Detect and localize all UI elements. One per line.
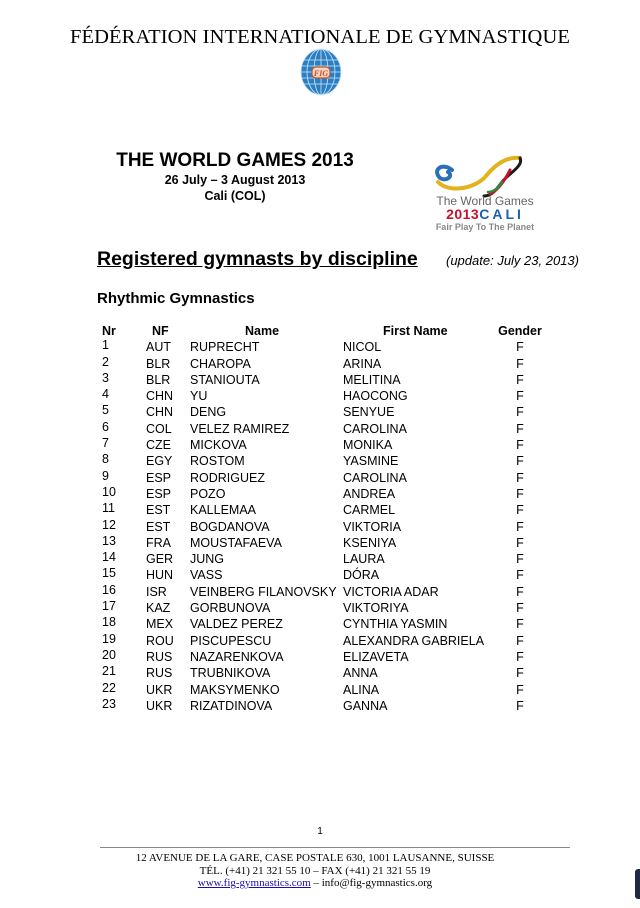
update-note: (update: July 23, 2013) (446, 253, 579, 268)
world-games-logo-text: The World Games (436, 194, 534, 208)
page-number: 1 (317, 826, 323, 837)
cell-nr: 8 (102, 452, 109, 467)
cell-nr: 3 (102, 370, 109, 385)
table-row (0, 568, 640, 584)
table-row (0, 631, 640, 650)
cell-nr: 17 (102, 599, 116, 614)
cell-nf: EST (146, 519, 171, 534)
column-header-gender: Gender (498, 324, 542, 338)
table-row (0, 617, 640, 633)
table-row (0, 454, 640, 470)
cell-nr: 5 (102, 403, 109, 418)
column-header-nf: NF (152, 324, 169, 338)
cell-name: MOUSTAFAEVA (190, 535, 282, 550)
cell-gender: F (516, 617, 524, 632)
cell-gender: F (516, 503, 524, 518)
table-row (0, 503, 640, 519)
cell-gender: F (516, 633, 524, 648)
cell-nr: 9 (102, 468, 109, 483)
cell-first-name: CYNTHIA YASMIN (343, 617, 448, 632)
table-row (0, 517, 640, 536)
cell-gender: F (516, 584, 524, 599)
cell-name: RIZATDINOVA (190, 698, 273, 713)
cell-nr: 10 (102, 484, 116, 499)
cell-first-name: LAURA (343, 552, 385, 567)
cell-name: RUPRECHT (190, 340, 260, 355)
cell-first-name: ALINA (343, 682, 380, 697)
cell-gender: F (516, 568, 524, 583)
cell-first-name: MONIKA (343, 438, 393, 453)
cell-name: VELEZ RAMIREZ (190, 421, 290, 436)
cell-gender: F (516, 666, 524, 681)
table-row (0, 419, 640, 438)
cell-nf: ROU (146, 633, 174, 648)
event-dates: 26 July – 3 August 2013 (164, 173, 306, 187)
cell-gender: F (516, 649, 524, 664)
event-location: Cali (COL) (204, 189, 266, 203)
cell-first-name: ARINA (343, 356, 382, 371)
cell-gender: F (516, 552, 524, 567)
cell-nr: 15 (102, 566, 116, 581)
cell-gender: F (516, 535, 524, 550)
cell-nf: UKR (146, 698, 173, 713)
cell-nr: 6 (102, 419, 109, 434)
cell-name: YU (190, 389, 208, 404)
cell-nf: CHN (146, 389, 174, 404)
cell-nf: ESP (146, 486, 172, 501)
column-header-first-name: First Name (383, 324, 448, 338)
cell-nr: 14 (102, 550, 116, 565)
cell-first-name: NICOL (343, 340, 382, 355)
document-heading: Registered gymnasts by discipline (97, 248, 418, 270)
cell-nr: 16 (102, 582, 116, 597)
cell-nf: EGY (146, 454, 173, 469)
cell-gender: F (516, 698, 524, 713)
cell-name: GORBUNOVA (190, 601, 271, 616)
event-info (100, 150, 370, 204)
cell-nf: KAZ (146, 601, 171, 616)
cell-nf: CZE (146, 438, 171, 453)
cell-name: VASS (190, 568, 223, 583)
table-row (0, 533, 640, 552)
cell-first-name: ELIZAVETA (343, 649, 409, 664)
cell-name: POZO (190, 486, 226, 501)
table-header (0, 324, 640, 340)
footer-divider (100, 847, 570, 848)
table-row (0, 696, 640, 715)
cell-nf: BLR (146, 372, 171, 387)
table-row (0, 340, 640, 356)
cell-first-name: VIKTORIA (343, 519, 402, 534)
cell-gender: F (516, 601, 524, 616)
cell-first-name: SENYUE (343, 405, 395, 420)
cell-first-name: HAOCONG (343, 389, 408, 404)
world-games-tagline: Fair Play To The Planet (435, 222, 535, 232)
cell-nf: COL (146, 421, 172, 436)
cell-nr: 23 (102, 696, 116, 711)
table-row (0, 468, 640, 487)
cell-gender: F (516, 438, 524, 453)
cell-name: DENG (190, 405, 227, 420)
cell-nr: 21 (102, 664, 116, 679)
cell-first-name: KSENIYA (343, 535, 397, 550)
cell-nf: AUT (146, 340, 171, 355)
cell-name: JUNG (190, 552, 225, 567)
footer-contact: www.fig-gymnastics.com – info@fig-gymnastics.org (197, 877, 433, 889)
cell-gender: F (516, 682, 524, 697)
cell-first-name: MELITINA (343, 372, 401, 387)
cell-first-name: GANNA (343, 698, 388, 713)
svg-text:FIG: FIG (313, 69, 329, 78)
cell-gender: F (516, 356, 524, 371)
cell-name: ROSTOM (190, 454, 245, 469)
cell-name: PISCUPESCU (190, 633, 272, 648)
gymnasts-table (0, 324, 640, 715)
email-text: info@fig-gymnastics.org (321, 877, 433, 889)
cell-name: MICKOVA (190, 438, 247, 453)
federation-title: FÉDÉRATION INTERNATIONALE DE GYMNASTIQUE (70, 26, 570, 48)
world-games-logo-year-city: 2013CALI (446, 206, 524, 222)
discipline-title: Rhythmic Gymnastics (97, 290, 255, 307)
cell-gender: F (516, 421, 524, 436)
cell-first-name: CAROLINA (343, 470, 407, 485)
cell-name: VEINBERG FILANOVSKY (190, 584, 337, 599)
event-title: THE WORLD GAMES 2013 (116, 150, 354, 171)
cell-nr: 22 (102, 680, 116, 695)
table-row (0, 354, 640, 373)
cell-first-name: ANNA (343, 666, 378, 681)
cell-nf: FRA (146, 535, 171, 550)
cell-gender: F (516, 486, 524, 501)
footer-address: 12 AVENUE DE LA GARE, CASE POSTALE 630, 1001 LAUSANNE, SUISSE (135, 852, 495, 864)
cell-nr: 2 (102, 354, 109, 369)
table-row (0, 680, 640, 699)
cell-first-name: CARMEL (343, 503, 396, 518)
cell-first-name: ALEXANDRA GABRIELA (343, 633, 485, 648)
cell-nr: 11 (102, 501, 115, 516)
cell-nf: ISR (146, 584, 167, 599)
cell-first-name: DÓRA (343, 568, 380, 583)
table-row (0, 438, 640, 454)
table-row (0, 647, 640, 666)
cell-nf: GER (146, 552, 174, 567)
cell-nr: 12 (102, 517, 116, 532)
cell-name: MAKSYMENKO (190, 682, 280, 697)
cell-nr: 19 (102, 631, 116, 646)
cell-gender: F (516, 470, 524, 485)
table-row (0, 370, 640, 389)
table-row (0, 484, 640, 503)
cell-first-name: VIKTORIYA (343, 601, 409, 616)
cell-nf: CHN (146, 405, 174, 420)
cell-gender: F (516, 340, 524, 355)
table-row (0, 601, 640, 617)
cell-gender: F (516, 454, 524, 469)
cell-name: TRUBNIKOVA (190, 666, 271, 681)
cell-nf: UKR (146, 682, 173, 697)
cell-name: VALDEZ PEREZ (190, 617, 283, 632)
cell-name: STANIOUTA (190, 372, 260, 387)
cell-gender: F (516, 519, 524, 534)
cell-name: NAZARENKOVA (190, 649, 284, 664)
cell-name: BOGDANOVA (190, 519, 270, 534)
globe-icon (297, 48, 345, 96)
cell-nf: RUS (146, 649, 173, 664)
table-row (0, 389, 640, 405)
cell-gender: F (516, 405, 524, 420)
cell-nr: 7 (102, 436, 109, 451)
table-row (0, 666, 640, 682)
cell-nf: EST (146, 503, 171, 518)
cell-first-name: CAROLINA (343, 421, 407, 436)
cell-name: KALLEMAA (190, 503, 257, 518)
cell-first-name: YASMINE (343, 454, 399, 469)
cell-name: CHAROPA (190, 356, 251, 371)
cell-nr: 13 (102, 533, 116, 548)
table-row (0, 582, 640, 601)
cell-nf: HUN (146, 568, 174, 583)
cell-nr: 18 (102, 615, 116, 630)
cell-first-name: VICTORIA ADAR (343, 584, 439, 599)
cell-nf: ESP (146, 470, 172, 485)
cell-gender: F (516, 372, 524, 387)
cell-nf: MEX (146, 617, 174, 632)
column-header-name: Name (245, 324, 280, 338)
cell-nf: RUS (146, 666, 173, 681)
footer-phone: TÉL. (+41) 21 321 55 10 – FAX (+41) 21 321 55 19 (199, 864, 431, 877)
cell-name: RODRIGUEZ (190, 470, 265, 485)
cell-nr: 4 (102, 387, 109, 402)
cell-nf: BLR (146, 356, 171, 371)
column-header-nr: Nr (102, 324, 116, 338)
table-row (0, 552, 640, 568)
website-link[interactable]: www.fig-gymnastics.com (197, 877, 311, 889)
side-panel-tab[interactable] (635, 869, 640, 899)
cell-gender: F (516, 389, 524, 404)
footer (100, 852, 530, 890)
cell-nr: 1 (102, 338, 109, 353)
cell-nr: 20 (102, 647, 116, 662)
table-row (0, 405, 640, 421)
cell-first-name: ANDREA (343, 486, 396, 501)
